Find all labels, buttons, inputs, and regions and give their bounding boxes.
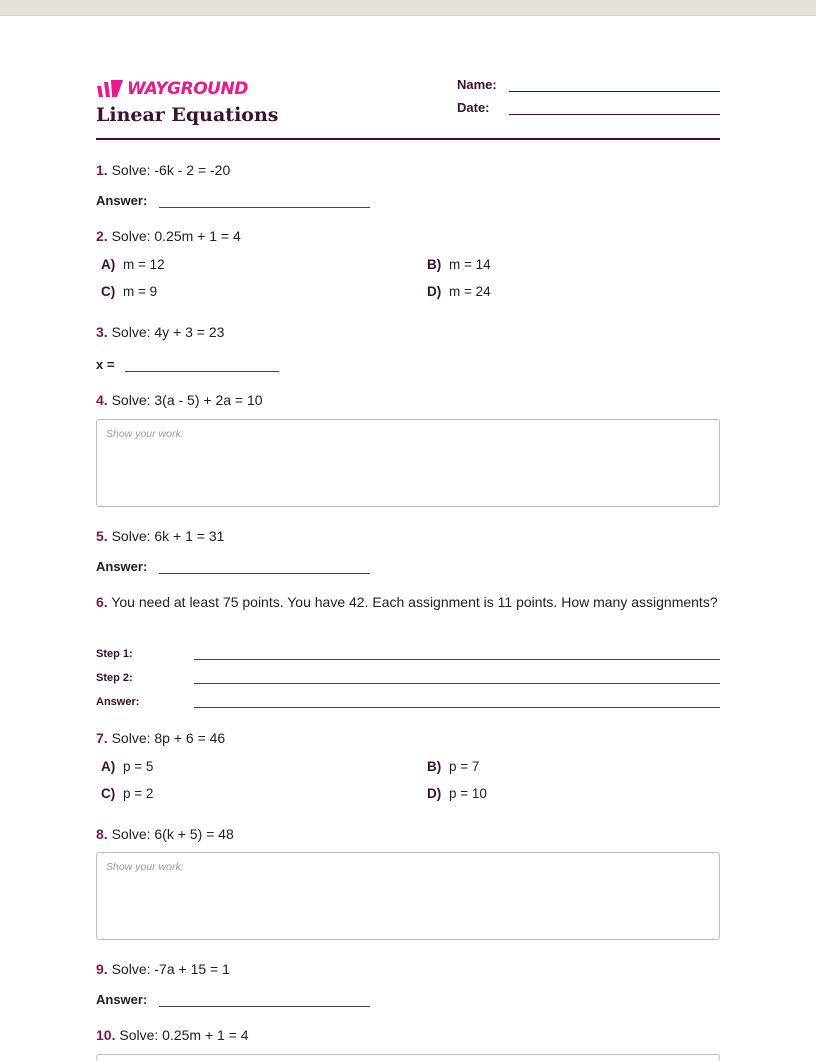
question-text: Solve: -7a + 15 = 1: [111, 961, 230, 977]
question-number: 6.: [96, 594, 108, 610]
question-number: 9.: [96, 961, 108, 977]
question-number: 3.: [96, 324, 108, 340]
work-box[interactable]: [96, 419, 720, 507]
question-text: Solve: 0.25m + 1 = 4: [111, 228, 241, 244]
choice-a[interactable]: [96, 257, 165, 272]
question-3: [96, 321, 720, 343]
choice-letter: D): [427, 786, 442, 801]
choice-b[interactable]: [422, 759, 479, 774]
date-line[interactable]: [509, 104, 720, 115]
question-7: [96, 727, 720, 749]
choice-a[interactable]: [96, 759, 153, 774]
answer-label: Answer:: [96, 193, 148, 208]
answer-row-9: [96, 992, 370, 1007]
step-row-1: [96, 648, 720, 660]
answer-row-3: [96, 357, 279, 372]
step-label: Step 1:: [96, 648, 133, 660]
choice-c[interactable]: [96, 786, 153, 801]
choice-letter: C): [101, 786, 116, 801]
work-placeholder: Show your work:: [106, 861, 184, 873]
question-text: Solve: 4y + 3 = 23: [111, 324, 225, 340]
choice-text: m = 12: [123, 257, 165, 272]
question-text: Solve: -6k - 2 = -20: [111, 162, 231, 178]
question-10: [96, 1024, 720, 1046]
brand-logo: [96, 79, 248, 99]
choice-text: m = 24: [449, 284, 491, 299]
question-5: [96, 525, 720, 547]
question-number: 2.: [96, 228, 108, 244]
answer-row-5: [96, 559, 370, 574]
choice-text: p = 7: [449, 759, 480, 774]
step-row-2: [96, 672, 720, 684]
question-6: [96, 591, 720, 613]
choice-text: m = 14: [449, 257, 491, 272]
question-text: You need at least 75 points. You have 42. Each assignment is 11 points. How many assignments?: [111, 594, 718, 610]
answer-label: Answer:: [96, 992, 148, 1007]
answer-row-1: [96, 193, 370, 208]
question-text: Solve: 0.25m + 1 = 4: [119, 1027, 249, 1043]
step-line[interactable]: [194, 673, 720, 684]
answer-line[interactable]: [159, 994, 370, 1007]
header-divider: [96, 138, 720, 140]
question-number: 4.: [96, 392, 108, 408]
date-field-row: [457, 100, 720, 115]
work-box[interactable]: [96, 852, 720, 940]
question-number: 7.: [96, 730, 108, 746]
choice-text: p = 5: [123, 759, 154, 774]
choice-d[interactable]: [422, 786, 487, 801]
step-line[interactable]: [194, 649, 720, 660]
choice-c[interactable]: [96, 284, 157, 299]
brand-name: WAYGROUND: [127, 79, 248, 99]
question-2: [96, 225, 720, 247]
question-text: Solve: 3(a - 5) + 2a = 10: [111, 392, 263, 408]
choice-letter: B): [427, 759, 442, 774]
choice-letter: D): [427, 284, 442, 299]
question-text: Solve: 6k + 1 = 31: [111, 528, 225, 544]
name-line[interactable]: [509, 81, 720, 92]
choice-letter: B): [427, 257, 442, 272]
choice-text: p = 10: [449, 786, 487, 801]
step-line[interactable]: [194, 697, 720, 708]
choice-letter: A): [101, 759, 116, 774]
answer-label: x =: [96, 357, 115, 372]
question-1: [96, 159, 720, 181]
work-placeholder: Show your work:: [106, 428, 184, 440]
question-number: 1.: [96, 162, 108, 178]
answer-line[interactable]: [125, 359, 279, 372]
answer-label: Answer:: [96, 559, 148, 574]
choice-letter: A): [101, 257, 116, 272]
choice-d[interactable]: [422, 284, 491, 299]
step-label: Answer:: [96, 696, 140, 708]
name-label: Name:: [457, 77, 497, 92]
choice-text: p = 2: [123, 786, 154, 801]
question-8: [96, 823, 720, 845]
worksheet-title: Linear Equations: [96, 104, 279, 126]
choice-b[interactable]: [422, 257, 491, 272]
work-box[interactable]: [96, 1054, 720, 1061]
question-9: [96, 958, 720, 980]
answer-line[interactable]: [159, 195, 370, 208]
choice-text: m = 9: [123, 284, 158, 299]
step-row-answer: [96, 696, 720, 708]
question-text: Solve: 6(k + 5) = 48: [111, 826, 234, 842]
step-label: Step 2:: [96, 672, 133, 684]
wayground-logo-icon: [96, 80, 124, 98]
question-text: Solve: 8p + 6 = 46: [111, 730, 226, 746]
date-label: Date:: [457, 100, 490, 115]
viewer-top-bar: [0, 0, 816, 16]
name-field-row: [457, 77, 720, 92]
question-number: 10.: [96, 1027, 116, 1043]
question-4: [96, 389, 720, 411]
answer-line[interactable]: [159, 561, 370, 574]
question-number: 5.: [96, 528, 108, 544]
question-number: 8.: [96, 826, 108, 842]
choice-letter: C): [101, 284, 116, 299]
